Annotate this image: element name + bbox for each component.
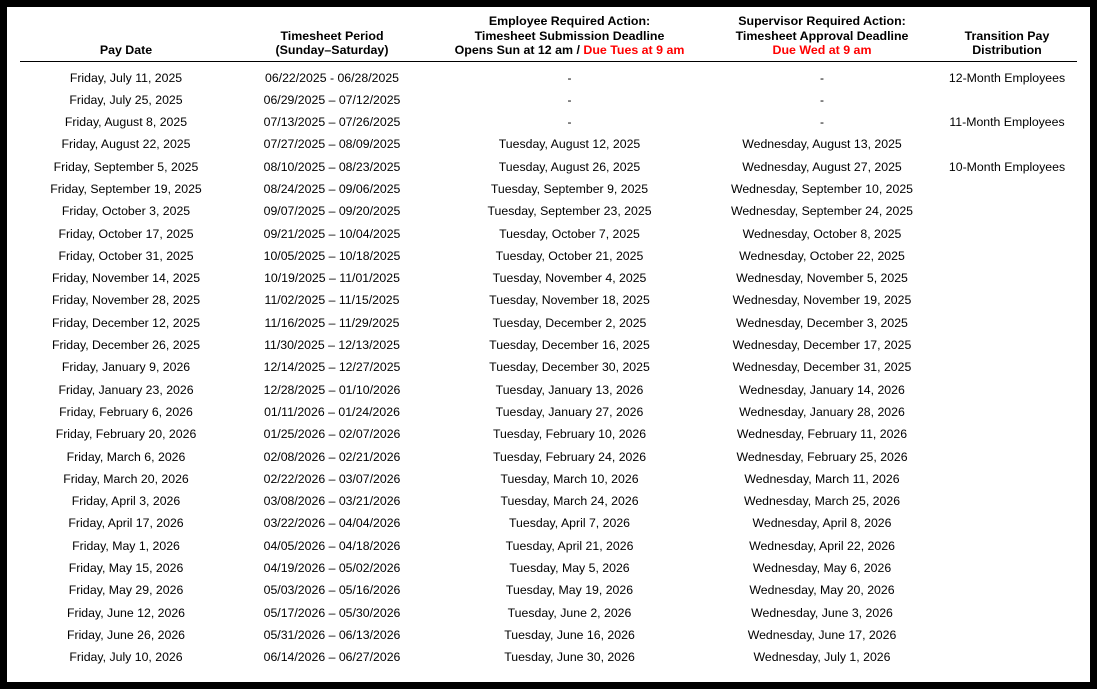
column-header-employee-required-action (432, 14, 707, 61)
cell-transition-pay (937, 200, 1077, 222)
column-header-timesheet-period (232, 14, 432, 61)
cell-employee-action: - (567, 115, 572, 130)
header-line-3: Pay Date (99, 43, 153, 57)
cell-timesheet-period: 09/07/2025 – 09/20/2025 (263, 204, 401, 219)
cell-pay-date: Friday, April 3, 2026 (71, 494, 181, 509)
header-line-2: Timesheet Submission Deadline (474, 28, 665, 43)
cell-transition-pay (937, 624, 1077, 646)
cell-pay-date: Friday, September 5, 2025 (53, 159, 199, 174)
cell-pay-date: Friday, August 8, 2025 (64, 115, 188, 130)
cell-timesheet-period: 05/17/2026 – 05/30/2026 (263, 605, 401, 620)
cell-supervisor-action: Wednesday, December 3, 2025 (736, 315, 908, 330)
cell-transition-pay (937, 557, 1077, 579)
table-row (20, 111, 1077, 133)
cell-supervisor-action: Wednesday, May 20, 2026 (749, 583, 895, 598)
cell-employee-action: Tuesday, February 10, 2026 (492, 427, 647, 442)
cell-timesheet-period: 07/27/2025 – 08/09/2025 (263, 137, 401, 152)
cell-transition-pay (937, 379, 1077, 401)
cell-supervisor-action: Wednesday, August 13, 2025 (742, 137, 902, 152)
cell-employee-action: Tuesday, October 7, 2025 (499, 226, 640, 241)
cell-transition-pay (937, 223, 1077, 245)
cell-employee-action: Tuesday, August 26, 2025 (498, 159, 641, 174)
header-line-3-red: Due Wed at 9 am (772, 43, 872, 57)
cell-transition-pay (937, 89, 1077, 111)
header-line-2: Timesheet Period (280, 28, 384, 43)
table-container (7, 7, 1090, 682)
table-row (20, 535, 1077, 557)
cell-transition-pay (937, 401, 1077, 423)
table-row (20, 356, 1077, 378)
cell-employee-action: Tuesday, September 9, 2025 (490, 181, 649, 196)
cell-supervisor-action: Wednesday, April 8, 2026 (752, 516, 892, 531)
cell-timesheet-period: 06/14/2026 – 06/27/2026 (263, 650, 401, 665)
cell-supervisor-action: Wednesday, March 11, 2026 (744, 471, 900, 486)
cell-timesheet-period: 08/24/2025 – 09/06/2025 (263, 181, 401, 196)
cell-supervisor-action: Wednesday, November 19, 2025 (732, 293, 912, 308)
header-line-2: Transition Pay (964, 28, 1050, 43)
header-line-1: Supervisor Required Action: (738, 14, 906, 28)
cell-timesheet-period: 11/30/2025 – 12/13/2025 (264, 338, 400, 353)
cell-timesheet-period: 12/14/2025 – 12/27/2025 (263, 360, 401, 375)
cell-transition-pay (937, 579, 1077, 601)
cell-timesheet-period: 05/31/2026 – 06/13/2026 (263, 627, 401, 642)
header-line-1: Employee Required Action: (488, 14, 651, 28)
table-row (20, 200, 1077, 222)
cell-transition-pay: 12-Month Employees (948, 70, 1066, 85)
table-row (20, 312, 1077, 334)
cell-transition-pay (937, 245, 1077, 267)
cell-employee-action: Tuesday, April 21, 2026 (505, 538, 634, 553)
cell-employee-action: Tuesday, June 16, 2026 (504, 627, 635, 642)
cell-employee-action: Tuesday, May 5, 2026 (509, 561, 630, 576)
header-line-2: Timesheet Approval Deadline (735, 28, 909, 43)
cell-employee-action: - (567, 92, 572, 107)
cell-supervisor-action: Wednesday, February 11, 2026 (736, 427, 908, 442)
cell-supervisor-action: - (820, 70, 824, 85)
table-row (20, 446, 1077, 468)
cell-timesheet-period: 06/29/2025 – 07/12/2025 (263, 92, 401, 107)
cell-timesheet-period: 03/22/2026 – 04/04/2026 (263, 516, 401, 531)
table-row (20, 490, 1077, 512)
cell-pay-date: Friday, March 6, 2026 (66, 449, 186, 464)
cell-employee-action: Tuesday, March 10, 2026 (500, 471, 639, 486)
cell-pay-date: Friday, July 25, 2025 (69, 92, 183, 107)
cell-supervisor-action: Wednesday, June 3, 2026 (751, 605, 893, 620)
cell-transition-pay (937, 602, 1077, 624)
cell-employee-action: Tuesday, December 30, 2025 (489, 360, 650, 375)
table-row (20, 624, 1077, 646)
cell-transition-pay (937, 490, 1077, 512)
cell-transition-pay (937, 446, 1077, 468)
cell-transition-pay: 10-Month Employees (948, 159, 1066, 174)
cell-employee-action: Tuesday, August 12, 2025 (498, 137, 641, 152)
cell-supervisor-action: - (820, 92, 824, 107)
cell-pay-date: Friday, November 14, 2025 (51, 271, 201, 286)
cell-transition-pay (937, 423, 1077, 445)
header-line-3: Distribution (972, 43, 1042, 57)
cell-supervisor-action: Wednesday, October 22, 2025 (739, 248, 905, 263)
cell-pay-date: Friday, February 20, 2026 (55, 427, 197, 442)
cell-pay-date: Friday, March 20, 2026 (63, 471, 189, 486)
cell-employee-action: Tuesday, October 21, 2025 (495, 248, 644, 263)
cell-pay-date: Friday, December 26, 2025 (51, 338, 201, 353)
cell-timesheet-period: 05/03/2026 – 05/16/2026 (263, 583, 401, 598)
cell-supervisor-action: Wednesday, April 22, 2026 (749, 538, 895, 553)
cell-supervisor-action: Wednesday, October 8, 2025 (742, 226, 902, 241)
table-row (20, 557, 1077, 579)
header-line-3-red: Due Tues at 9 am (583, 43, 685, 57)
table-row (20, 512, 1077, 534)
cell-pay-date: Friday, December 12, 2025 (51, 315, 201, 330)
cell-transition-pay (937, 178, 1077, 200)
cell-timesheet-period: 10/19/2025 – 11/01/2025 (264, 271, 400, 286)
table-row (20, 334, 1077, 356)
cell-supervisor-action: Wednesday, May 6, 2026 (752, 561, 892, 576)
cell-employee-action: Tuesday, December 16, 2025 (489, 338, 650, 353)
cell-employee-action: Tuesday, May 19, 2026 (505, 583, 634, 598)
cell-timesheet-period: 12/28/2025 – 01/10/2026 (263, 382, 401, 397)
column-header-transition-pay-distribution (937, 14, 1077, 61)
cell-employee-action: Tuesday, December 2, 2025 (492, 315, 647, 330)
cell-timesheet-period: 01/25/2026 – 02/07/2026 (263, 427, 401, 442)
table-row (20, 89, 1077, 111)
cell-employee-action: Tuesday, September 23, 2025 (487, 204, 652, 219)
column-header-pay-date (20, 14, 232, 61)
table-row (20, 401, 1077, 423)
table-row (20, 289, 1077, 311)
cell-supervisor-action: Wednesday, September 10, 2025 (730, 181, 914, 196)
table-row (20, 245, 1077, 267)
cell-supervisor-action: Wednesday, November 5, 2025 (736, 271, 908, 286)
cell-supervisor-action: Wednesday, June 17, 2026 (747, 627, 897, 642)
header-line-3: (Sunday–Saturday) (275, 43, 389, 57)
cell-transition-pay (937, 356, 1077, 378)
cell-employee-action: Tuesday, March 24, 2026 (500, 494, 639, 509)
cell-pay-date: Friday, February 6, 2026 (59, 404, 193, 419)
cell-pay-date: Friday, August 22, 2025 (61, 137, 191, 152)
cell-employee-action: Tuesday, January 27, 2026 (495, 404, 644, 419)
cell-employee-action: Tuesday, February 24, 2026 (492, 449, 647, 464)
cell-pay-date: Friday, September 19, 2025 (50, 181, 202, 196)
cell-supervisor-action: Wednesday, August 27, 2025 (742, 159, 902, 174)
table-row (20, 379, 1077, 401)
cell-pay-date: Friday, July 10, 2026 (69, 650, 183, 665)
cell-timesheet-period: 04/19/2026 – 05/02/2026 (263, 561, 401, 576)
table-row (20, 223, 1077, 245)
cell-employee-action: Tuesday, June 30, 2026 (504, 650, 635, 665)
cell-timesheet-period: 02/22/2026 – 03/07/2026 (263, 471, 401, 486)
cell-transition-pay (937, 512, 1077, 534)
table-row (20, 646, 1077, 668)
table-header-row (20, 14, 1077, 61)
cell-pay-date: Friday, May 15, 2026 (68, 561, 184, 576)
cell-pay-date: Friday, January 9, 2026 (61, 360, 191, 375)
cell-employee-action: Tuesday, November 18, 2025 (489, 293, 650, 308)
cell-employee-action: Tuesday, November 4, 2025 (492, 271, 647, 286)
cell-supervisor-action: Wednesday, March 25, 2026 (743, 494, 901, 509)
header-line-3 (434, 43, 705, 58)
table-row (20, 133, 1077, 155)
header-line-3-black: Opens Sun at 12 am / (454, 43, 584, 57)
table-row (20, 65, 1077, 89)
cell-timesheet-period: 03/08/2026 – 03/21/2026 (263, 494, 401, 509)
cell-employee-action: Tuesday, June 2, 2026 (507, 605, 632, 620)
table-row (20, 178, 1077, 200)
cell-timesheet-period: 01/11/2026 – 01/24/2026 (264, 404, 400, 419)
cell-supervisor-action: Wednesday, December 17, 2025 (732, 338, 912, 353)
cell-transition-pay (937, 468, 1077, 490)
cell-transition-pay (937, 289, 1077, 311)
cell-timesheet-period: 11/02/2025 – 11/15/2025 (264, 293, 400, 308)
table-row (20, 267, 1077, 289)
cell-supervisor-action: Wednesday, July 1, 2026 (753, 650, 891, 665)
cell-supervisor-action: Wednesday, September 24, 2025 (730, 204, 914, 219)
cell-timesheet-period: 11/16/2025 – 11/29/2025 (264, 315, 400, 330)
cell-pay-date: Friday, July 11, 2025 (69, 70, 183, 85)
table-row (20, 156, 1077, 178)
cell-timesheet-period: 06/22/2025 - 06/28/2025 (264, 70, 400, 85)
cell-supervisor-action: - (820, 115, 824, 130)
cell-pay-date: Friday, June 26, 2026 (66, 627, 186, 642)
cell-timesheet-period: 02/08/2026 – 02/21/2026 (263, 449, 401, 464)
cell-transition-pay (937, 535, 1077, 557)
cell-pay-date: Friday, June 12, 2026 (66, 605, 186, 620)
cell-transition-pay (937, 133, 1077, 155)
cell-pay-date: Friday, January 23, 2026 (58, 382, 194, 397)
cell-supervisor-action: Wednesday, February 25, 2026 (736, 449, 908, 464)
cell-pay-date: Friday, May 1, 2026 (72, 538, 180, 553)
cell-transition-pay (937, 312, 1077, 334)
cell-transition-pay (937, 334, 1077, 356)
cell-pay-date: Friday, October 31, 2025 (58, 248, 194, 263)
table-body (20, 65, 1077, 669)
cell-timesheet-period: 09/21/2025 – 10/04/2025 (263, 226, 401, 241)
table-row (20, 468, 1077, 490)
table-header (20, 14, 1077, 65)
cell-pay-date: Friday, May 29, 2026 (68, 583, 184, 598)
cell-pay-date: Friday, November 28, 2025 (51, 293, 201, 308)
cell-supervisor-action: Wednesday, December 31, 2025 (732, 360, 912, 375)
cell-timesheet-period: 08/10/2025 – 08/23/2025 (263, 159, 401, 174)
cell-employee-action: - (567, 70, 572, 85)
table-row (20, 579, 1077, 601)
cell-timesheet-period: 10/05/2025 – 10/18/2025 (263, 248, 401, 263)
cell-timesheet-period: 04/05/2026 – 04/18/2026 (263, 538, 401, 553)
cell-transition-pay: 11-Month Employees (949, 115, 1065, 130)
cell-pay-date: Friday, October 17, 2025 (58, 226, 194, 241)
cell-supervisor-action: Wednesday, January 14, 2026 (739, 382, 905, 397)
cell-transition-pay (937, 267, 1077, 289)
payroll-calendar-table (20, 14, 1077, 669)
cell-employee-action: Tuesday, January 13, 2026 (495, 382, 644, 397)
cell-timesheet-period: 07/13/2025 – 07/26/2025 (263, 115, 401, 130)
table-row (20, 423, 1077, 445)
cell-transition-pay (937, 646, 1077, 668)
cell-supervisor-action: Wednesday, January 28, 2026 (739, 404, 905, 419)
cell-employee-action: Tuesday, April 7, 2026 (509, 516, 630, 531)
column-header-supervisor-required-action (707, 14, 937, 61)
table-row (20, 602, 1077, 624)
cell-pay-date: Friday, October 3, 2025 (61, 204, 191, 219)
cell-pay-date: Friday, April 17, 2026 (68, 516, 184, 531)
